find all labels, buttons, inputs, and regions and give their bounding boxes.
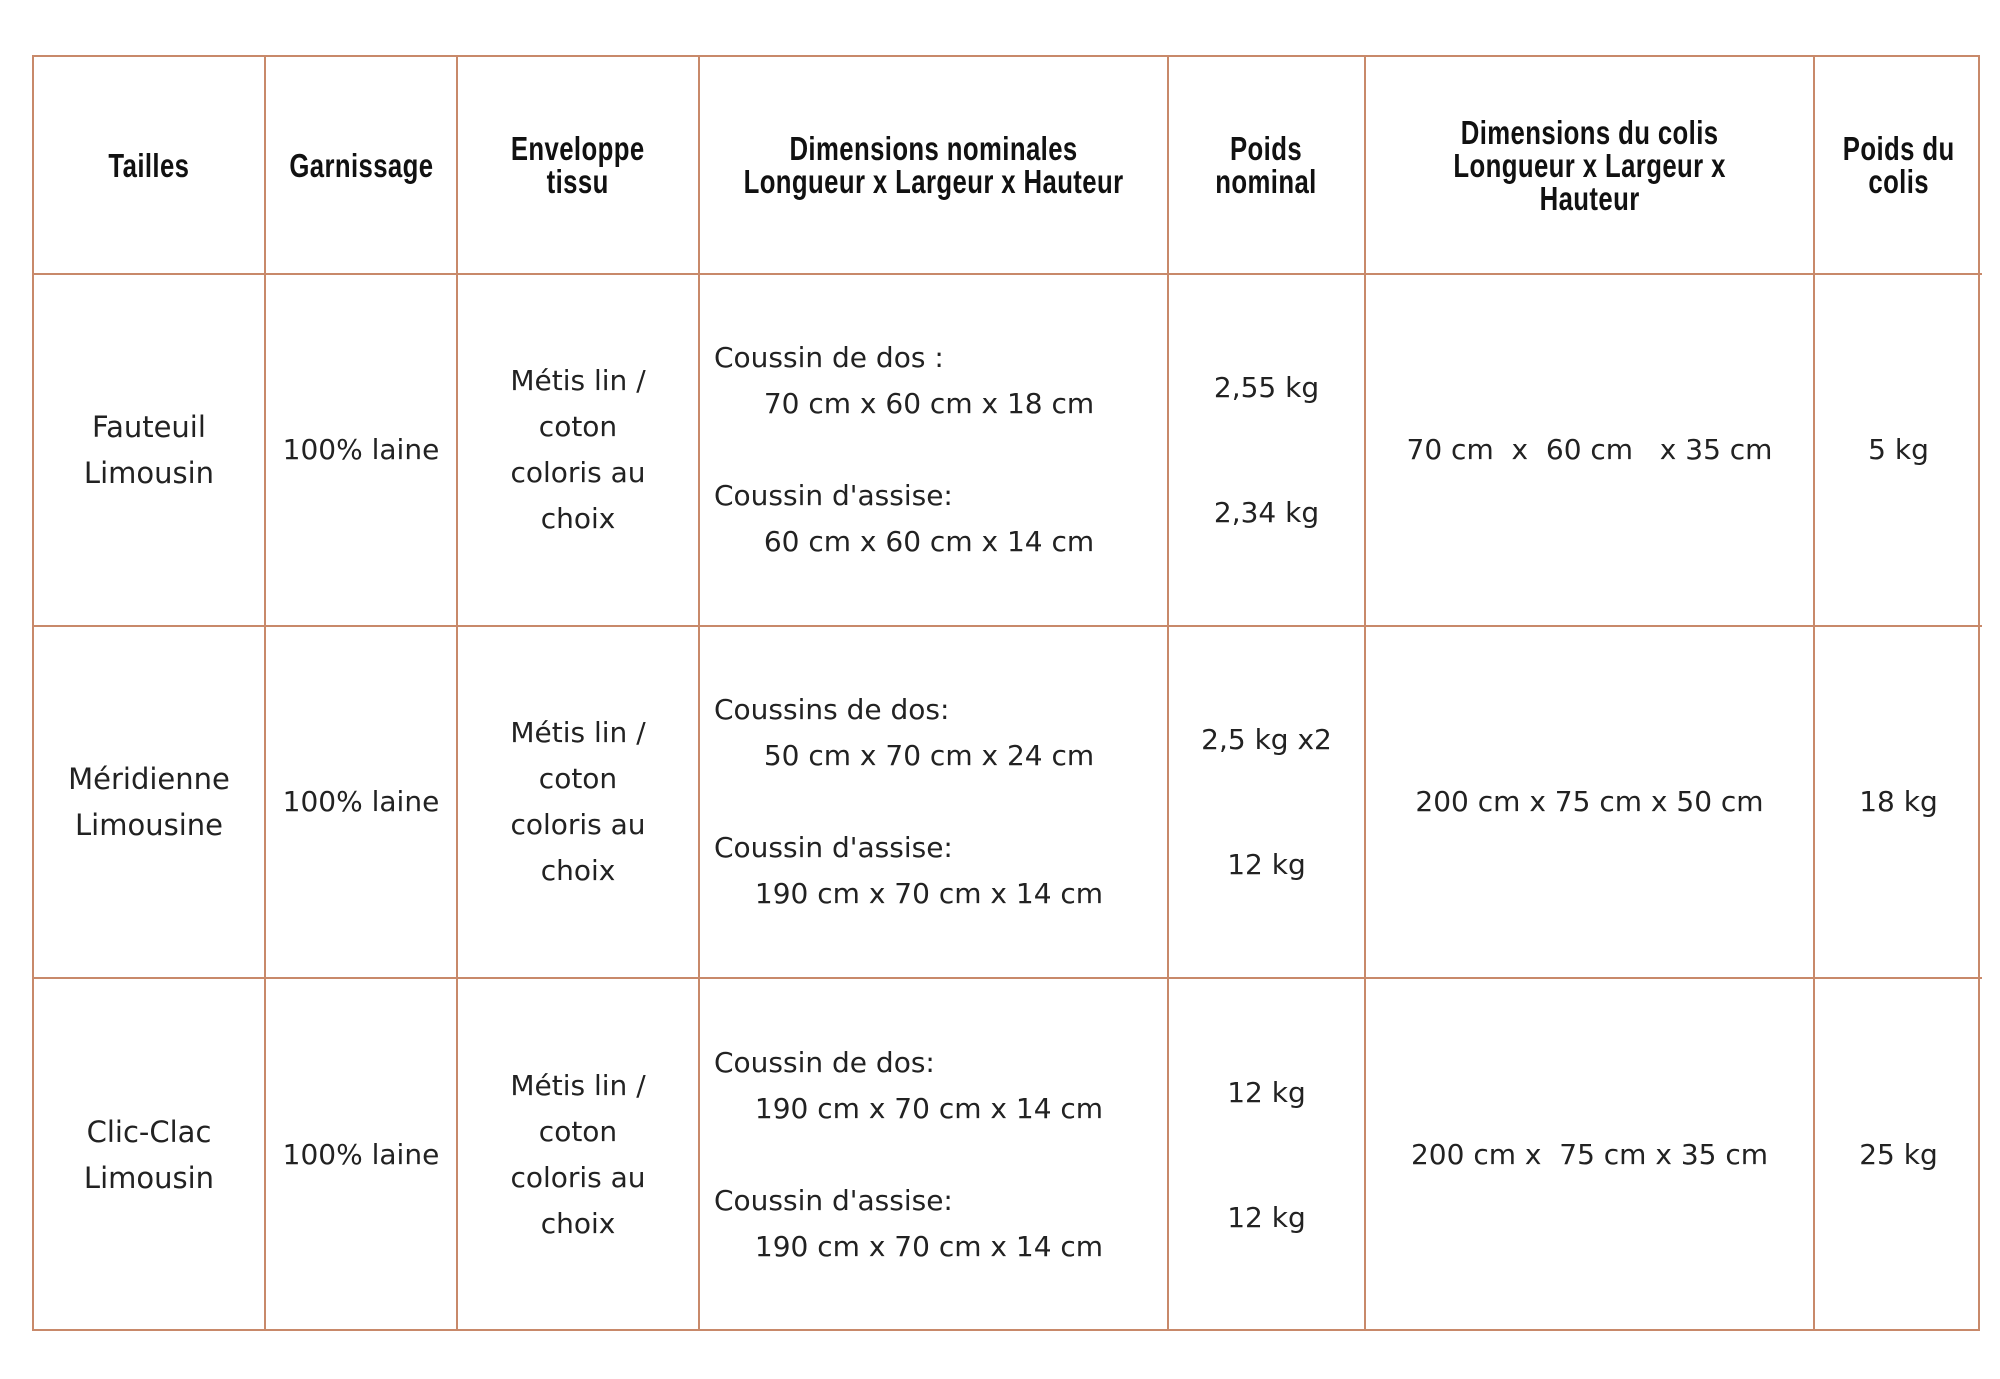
coussin-assise-label: Coussin d'assise: — [714, 1184, 953, 1217]
coussin-assise-dims: 190 cm x 70 cm x 14 cm — [754, 877, 1104, 910]
taille-line: Limousin — [83, 1161, 215, 1195]
cell-taille — [34, 979, 266, 1331]
garnissage-value: 100% laine — [282, 1138, 440, 1171]
cell-garnissage — [266, 627, 458, 979]
cell-poids-colis — [1815, 627, 1982, 979]
colis-dims: 70 cm x 60 cm x 35 cm — [1406, 433, 1773, 466]
poids-dos: 12 kg — [1227, 1076, 1306, 1109]
enveloppe-line: coloris au — [510, 1161, 646, 1194]
header-cell-garnissage — [266, 57, 458, 275]
cell-enveloppe — [458, 979, 700, 1331]
header-cell-dimensions-nominales — [700, 57, 1169, 275]
header-line: tissu — [546, 163, 610, 200]
garnissage-value: 100% laine — [282, 433, 440, 466]
header-line: Dimensions du colis — [1460, 113, 1719, 151]
cell-dimensions-nominales — [700, 275, 1169, 627]
header-line: Garnissage — [288, 146, 434, 184]
header-label — [108, 146, 190, 184]
header-line: Poids du — [1842, 130, 1955, 167]
coussin-dos-label: Coussin de dos : — [714, 341, 944, 374]
enveloppe-line: coton — [538, 410, 618, 443]
enveloppe-line: choix — [540, 502, 616, 535]
enveloppe-line: choix — [540, 1207, 616, 1240]
enveloppe-line: coton — [538, 762, 618, 795]
enveloppe-value — [510, 710, 645, 894]
header-line: Dimensions nominales — [789, 130, 1078, 167]
poids-assise: 12 kg — [1227, 1201, 1306, 1234]
header-line: colis — [1868, 163, 1929, 200]
poids-assise: 12 kg — [1227, 848, 1306, 881]
enveloppe-line: coloris au — [510, 808, 646, 841]
taille-line: Fauteuil — [92, 410, 206, 444]
header-cell-dimensions-colis — [1366, 57, 1815, 275]
coussin-assise-label: Coussin d'assise: — [714, 831, 953, 864]
cell-poids-nominal — [1169, 275, 1366, 627]
cell-garnissage — [266, 275, 458, 627]
header-label — [511, 132, 645, 198]
taille-label — [68, 756, 230, 848]
poids-dos: 2,5 kg x2 — [1201, 723, 1332, 756]
taille-label — [84, 1109, 214, 1201]
enveloppe-line: coton — [538, 1115, 618, 1148]
coussin-assise-dims: 190 cm x 70 cm x 14 cm — [754, 1230, 1104, 1263]
cell-taille — [34, 275, 266, 627]
header-line: Hauteur — [1539, 179, 1640, 217]
coussin-dos-dims: 70 cm x 60 cm x 18 cm — [763, 387, 1095, 420]
coussin-dos-dims: 50 cm x 70 cm x 24 cm — [763, 739, 1095, 772]
cell-dimensions-colis — [1366, 979, 1815, 1331]
poids-assise: 2,34 kg — [1213, 496, 1320, 529]
dimensions-block — [700, 1040, 1144, 1270]
enveloppe-value — [510, 358, 645, 542]
cell-dimensions-colis — [1366, 627, 1815, 979]
cell-taille — [34, 627, 266, 979]
header-line: nominal — [1215, 163, 1318, 200]
colis-dims: 200 cm x 75 cm x 50 cm — [1415, 785, 1764, 818]
enveloppe-line: coloris au — [510, 456, 646, 489]
cell-poids-nominal — [1169, 979, 1366, 1331]
cell-dimensions-colis — [1366, 275, 1815, 627]
coussin-dos-dims: 190 cm x 70 cm x 14 cm — [754, 1092, 1104, 1125]
taille-label — [84, 404, 214, 496]
header-line: Enveloppe — [511, 130, 645, 167]
taille-line: Clic-Clac — [86, 1115, 212, 1149]
cell-enveloppe — [458, 627, 700, 979]
header-cell-poids-nominal — [1169, 57, 1366, 275]
header-line: Tailles — [108, 146, 190, 184]
header-line: Longueur x Largeur x — [1453, 146, 1726, 184]
cell-dimensions-nominales — [700, 627, 1169, 979]
cell-garnissage — [266, 979, 458, 1331]
coussin-dos-label: Coussins de dos: — [714, 693, 950, 726]
header-line: Longueur x Largeur x Hauteur — [743, 163, 1124, 200]
header-cell-tailles — [34, 57, 266, 275]
header-label — [744, 132, 1124, 198]
colis-poids: 18 kg — [1859, 785, 1938, 818]
enveloppe-line: Métis lin / — [510, 716, 646, 749]
colis-poids: 25 kg — [1859, 1138, 1938, 1171]
cell-poids-colis — [1815, 979, 1982, 1331]
enveloppe-line: Métis lin / — [510, 1069, 646, 1102]
header-label — [1216, 132, 1317, 198]
coussin-assise-dims: 60 cm x 60 cm x 14 cm — [763, 525, 1095, 558]
garnissage-value: 100% laine — [282, 785, 440, 818]
dimensions-block — [700, 687, 1144, 917]
poids-dos: 2,55 kg — [1213, 371, 1320, 404]
cell-poids-colis — [1815, 275, 1982, 627]
enveloppe-line: choix — [540, 854, 616, 887]
taille-line: Limousin — [83, 456, 215, 490]
header-cell-poids-colis — [1815, 57, 1982, 275]
header-label — [288, 146, 434, 184]
header-label — [1843, 132, 1955, 198]
dimensions-block — [700, 335, 1144, 565]
cell-dimensions-nominales — [700, 979, 1169, 1331]
colis-dims: 200 cm x 75 cm x 35 cm — [1410, 1138, 1769, 1171]
taille-line: Limousine — [75, 808, 223, 842]
header-label — [1453, 113, 1726, 217]
coussin-assise-label: Coussin d'assise: — [714, 479, 953, 512]
cell-poids-nominal — [1169, 627, 1366, 979]
enveloppe-value — [510, 1063, 645, 1247]
coussin-dos-label: Coussin de dos: — [714, 1046, 935, 1079]
header-cell-enveloppe — [458, 57, 700, 275]
taille-line: Méridienne — [68, 762, 230, 796]
product-size-table — [32, 55, 1980, 1331]
cell-enveloppe — [458, 275, 700, 627]
header-line: Poids — [1230, 130, 1303, 167]
enveloppe-line: Métis lin / — [510, 364, 646, 397]
colis-poids: 5 kg — [1868, 433, 1929, 466]
